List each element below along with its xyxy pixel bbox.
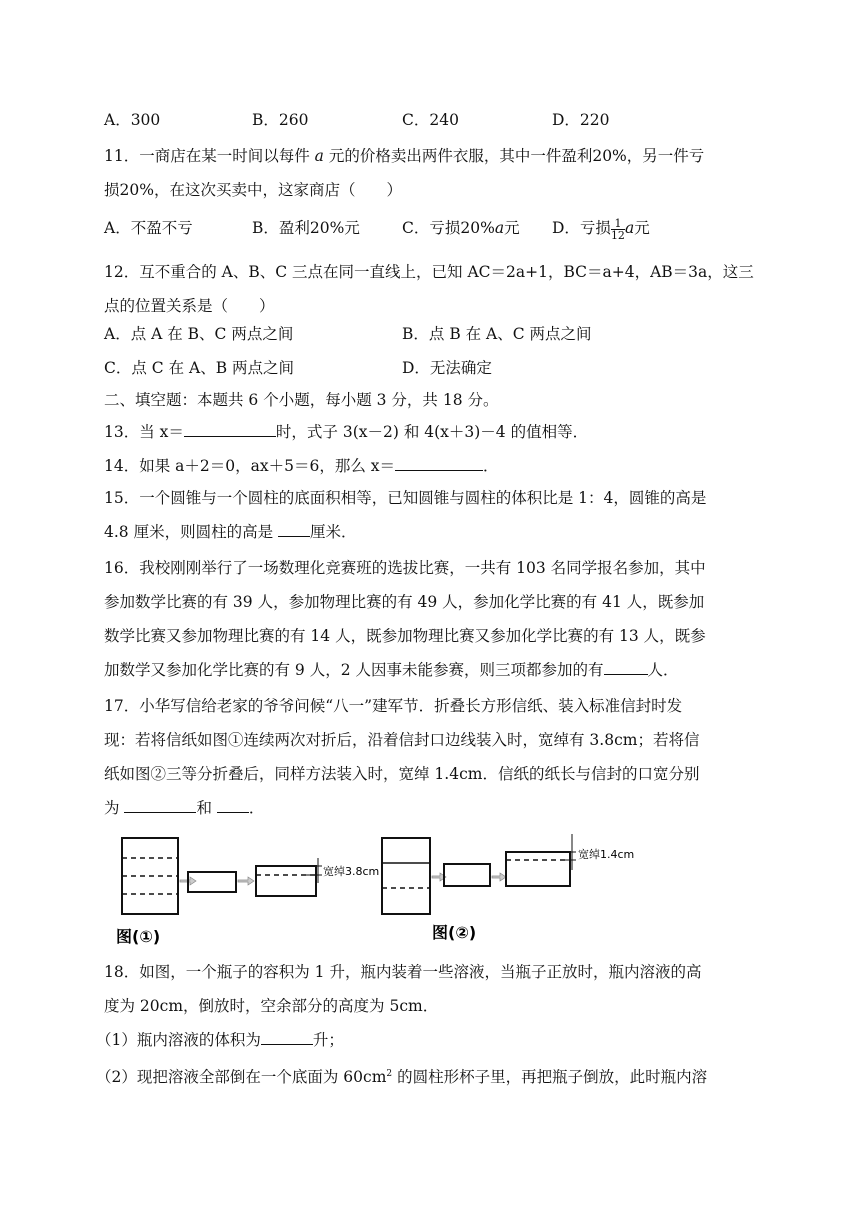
q17-line3: 纸如图②三等分折叠后，同样方法装入时，宽绰 1.4cm．信纸的纸长与信封的口宽分别 <box>104 765 700 783</box>
q16-answer-blank[interactable] <box>604 660 648 675</box>
q14-answer-blank[interactable] <box>395 456 483 471</box>
q13-line: 13．当 x＝ 时，式子 3(x－2) 和 4(x＋3)－4 的值相等． <box>104 423 589 441</box>
q12-line2: 点的位置关系是（ ） <box>104 297 275 315</box>
arrow-right-icon <box>492 873 506 881</box>
fraction-one-twelfth: $\frac{1}{12}$ <box>610 216 625 242</box>
q17-answer-blank-1[interactable] <box>124 798 196 813</box>
envelope-1 <box>256 866 316 896</box>
figure-note-2: 宽绰1.4cm <box>578 848 635 861</box>
folded-paper-1 <box>188 872 236 892</box>
q12-option-d: D．无法确定 <box>402 359 492 377</box>
q11-option-c: C．亏损20%a元 <box>402 219 520 237</box>
paper-2-rect <box>382 838 430 914</box>
q10-option-d: D．220 <box>552 111 610 129</box>
q17-line2: 现：若将信纸如图①连续两次对折后，沿着信封口边线装入时，宽绰有 3.8cm；若将信 <box>104 731 700 749</box>
letter-folding-figure <box>116 830 676 950</box>
figure-note-1: 宽绰3.8cm <box>323 865 380 878</box>
q11-line1: 11．一商店在某一时间以每件 a 元的价格卖出两件衣服，其中一件盈利20%，另一件亏 <box>104 147 705 165</box>
envelope-2 <box>506 852 570 886</box>
q16-line4: 加数学又参加化学比赛的有 9 人，2 人因事未能参赛，则三项都参加的有 人． <box>104 661 679 679</box>
q14-line: 14．如果 a＋2＝0，ax＋5＝6，那么 x＝ ． <box>104 457 499 475</box>
q11-line2: 损20%，在这次买卖中，这家商店（ ） <box>104 181 402 199</box>
q16-line1: 16．我校刚刚举行了一场数理化竞赛班的选拔比赛，一共有 103 名同学报名参加，其中 <box>104 559 706 577</box>
q12-option-c: C．点 C 在 A、B 两点之间 <box>104 359 295 377</box>
q18-sub2: （2）现把溶液全部倒在一个底面为 $60cm^2$ 的圆柱形杯子里，再把瓶子倒放，此时瓶内溶 <box>96 1068 708 1087</box>
q18-sub1: （1）瓶内溶液的体积为 升； <box>96 1031 344 1049</box>
q13-answer-blank[interactable] <box>184 422 276 437</box>
q18-line1: 18．如图，一个瓶子的容积为 1 升，瓶内装着一些溶液，当瓶子正放时，瓶内溶液的高 <box>104 963 702 981</box>
q17-line1: 17．小华写信给老家的爷爷问候“八一”建军节．折叠长方形信纸、装入标准信封时发 <box>104 697 683 715</box>
q16-line2: 参加数学比赛的有 39 人，参加物理比赛的有 49 人，参加化学比赛的有 41 人，既参加 <box>104 593 705 611</box>
q12-option-a: A．点 A 在 B、C 两点之间 <box>104 325 294 343</box>
q16-line3: 数学比赛又参加物理比赛的有 14 人，既参加物理比赛又参加化学比赛的有 13 人，既参 <box>104 627 706 645</box>
figure-label-1: 图(①) <box>116 927 161 946</box>
q11-option-d: D．亏损 $\frac{1}{12}$ a元 <box>552 216 650 242</box>
folded-paper-2 <box>444 864 490 886</box>
q12-option-b: B．点 B 在 A、C 两点之间 <box>402 325 592 343</box>
arrow-right-icon <box>238 877 254 885</box>
q10-option-b: B．260 <box>252 111 309 129</box>
section-heading-fill-in: 二、填空题：本题共 6 个小题，每小题 3 分，共 18 分。 <box>104 391 499 409</box>
q11-option-b: B．盈利20%元 <box>252 219 360 237</box>
q10-option-c: C．240 <box>402 111 459 129</box>
figure-label-2: 图(②) <box>432 923 477 942</box>
q17-line4: 为 和 ． <box>104 799 265 817</box>
q15-line1: 15．一个圆锥与一个圆柱的底面积相等，已知圆锥与圆柱的体积比是 1：4，圆锥的高是 <box>104 489 707 507</box>
q12-line1: 12．互不重合的 A、B、C 三点在同一直线上，已知 AC＝2a+1，BC＝a+4，AB＝3a，这三 <box>104 263 754 281</box>
q15-answer-blank[interactable] <box>278 522 310 537</box>
q11-option-a: A．不盈不亏 <box>104 219 193 237</box>
q10-option-a: A．300 <box>104 111 161 129</box>
q17-answer-blank-2[interactable] <box>217 798 249 813</box>
q18-line2: 度为 20cm，倒放时，空余部分的高度为 5cm． <box>104 997 439 1015</box>
q15-line2: 4.8 厘米，则圆柱的高是 厘米． <box>104 523 357 541</box>
q18-sub1-answer-blank[interactable] <box>261 1030 313 1045</box>
